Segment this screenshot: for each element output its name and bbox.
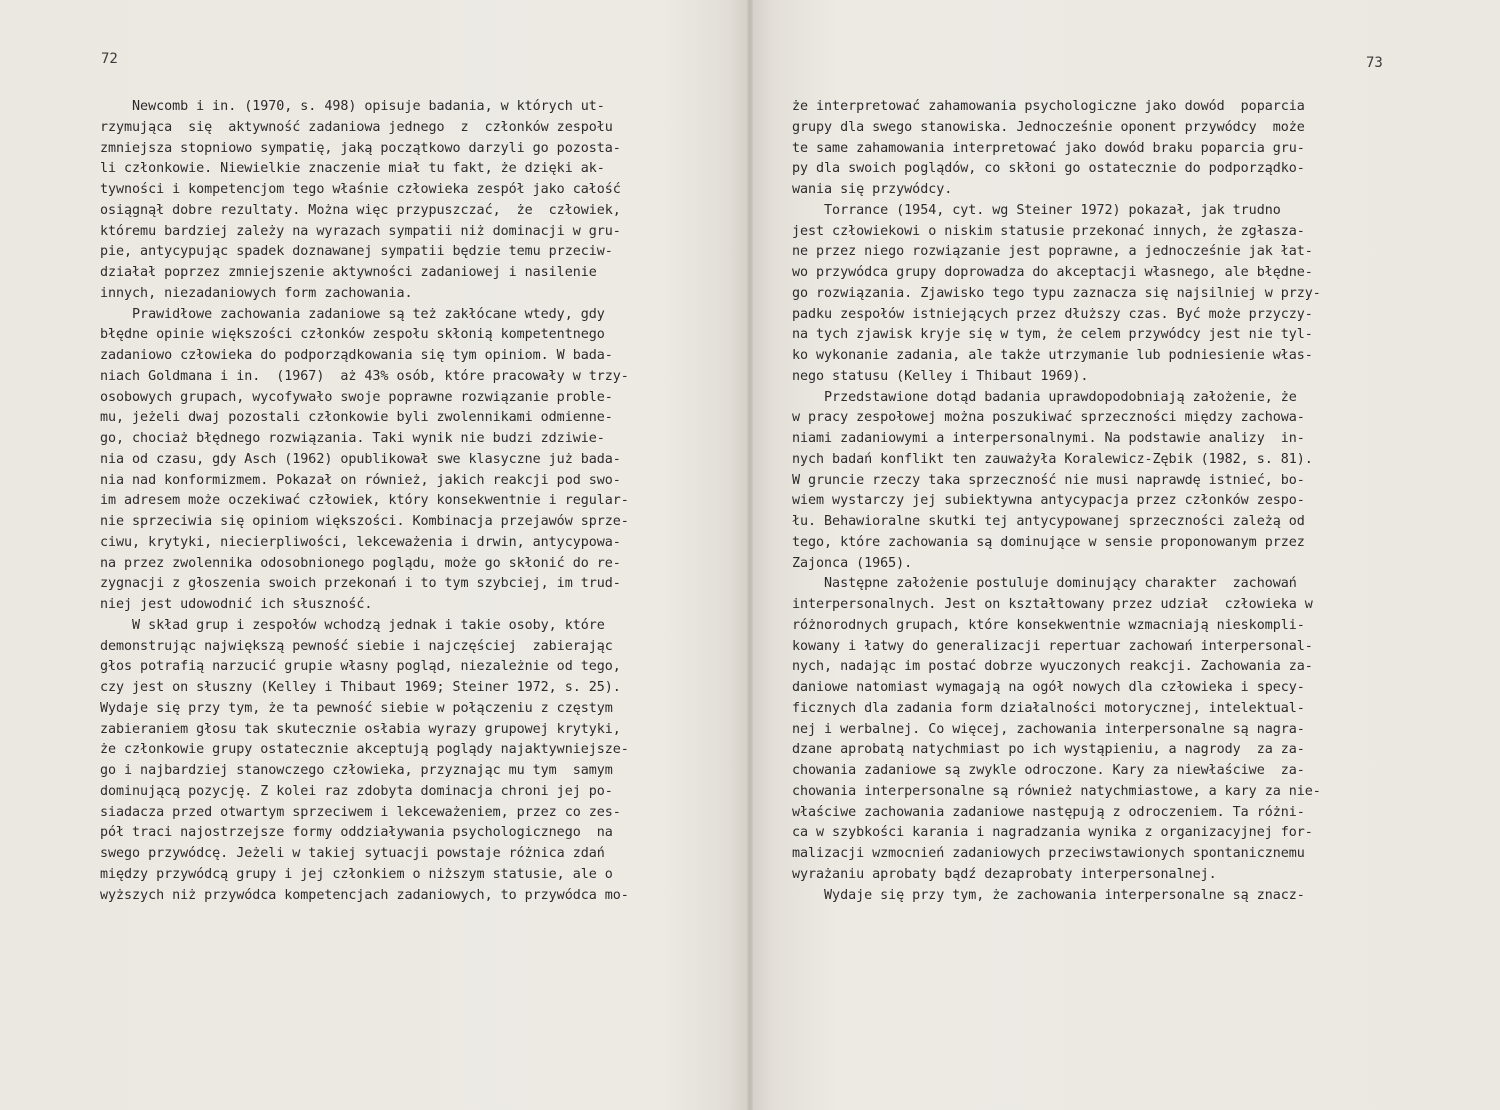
text-line: W gruncie rzeczy taka sprzeczność nie musi naprawdę istnieć, bo- — [792, 472, 1305, 488]
text-line: li członkowie. Niewielkie znaczenie miał tu fakt, że dzięki ak- — [100, 161, 605, 177]
text-line: Newcomb i in. (1970, s. 498) opisuje badania, w których ut- — [100, 99, 605, 114]
text-line: ciwu, krytyki, niecierpliwości, lekceważenia i drwin, antycypowa- — [100, 534, 621, 550]
text-line: chowania zadaniowe są zwykle odroczone. Kary za niewłaściwe za- — [792, 763, 1305, 778]
text-line: ko wykonanie zadania, ale także utrzymanie lub podniesienie włas- — [792, 348, 1313, 363]
text-line: różnorodnych grupach, które konsekwentnie wzmacniają nieskompli- — [792, 617, 1305, 633]
text-line: siadacza przed otwartym sprzeciwem i lekceważeniem, przez co zes- — [100, 804, 621, 820]
page-number-right: 73 — [1366, 55, 1383, 71]
text-line: swego przywódcę. Jeżeli w takiej sytuacji powstaje różnica zdań — [100, 846, 605, 861]
text-line: Przedstawione dotąd badania uprawdopodobniają założenie, że — [792, 389, 1297, 405]
text-line: tywności i kompetencjom tego właśnie człowieka zespół jako całość — [100, 182, 621, 197]
text-line: grupy dla swego stanowiska. Jednocześnie oponent przywódcy może — [792, 119, 1305, 135]
text-line: dominującą pozycję. Z kolei raz zdobyta dominacja chroni jej po- — [100, 783, 613, 799]
text-line: go rozwiązania. Zjawisko tego typu zaznacza się najsilniej w przy- — [792, 285, 1321, 301]
text-line: zmniejsza stopniowo sympatię, jaką początkowo darzyli go pozosta- — [100, 140, 621, 156]
text-line: jest człowiekowi o niskim statusie przekonać innych, że zgłasza- — [792, 223, 1305, 239]
text-line: działał poprzez zmniejszenie aktywności zadaniowej i nasilenie — [100, 265, 597, 280]
text-line: nych, nadając im postać dobrze wyuczonych reakcji. Zachowania za- — [792, 659, 1313, 675]
text-line: te same zahamowania interpretować jako dowód braku poparcia gru- — [792, 140, 1305, 156]
text-line: wyższych niż przywódca kompetencjach zadaniowych, to przywódca mo- — [100, 887, 629, 903]
text-line: rzymująca się aktywność zadaniowa jednego z członków zespołu — [100, 119, 613, 135]
text-line: że interpretować zahamowania psychologiczne jako dowód poparcia — [792, 99, 1305, 114]
text-line: Wydaje się przy tym, że zachowania interpersonalne są znacz- — [792, 887, 1305, 903]
text-line: padku zespołów istniejących przez dłuższy czas. Być może przyczy- — [792, 306, 1313, 322]
text-line: w pracy zespołowej można poszukiwać sprzeczności między zachowa- — [792, 410, 1305, 426]
text-line: między przywódcą grupy i jej członkiem o niższym statusie, ale o — [100, 866, 613, 882]
text-line: ca w szybkości karania i nagradzania wynika z organizacyjnej for- — [792, 825, 1313, 841]
text-line: zygnacji z głoszenia swoich przekonań i to tym szybciej, im trud- — [100, 576, 621, 592]
right-page — [750, 0, 1500, 1110]
text-line: wo przywódca grupy doprowadza do akceptacji własnego, ale błędne- — [792, 265, 1313, 280]
text-line: zadaniowo człowieka do podporządkowania się tym opiniom. W bada- — [100, 348, 613, 363]
text-line: zabieraniem głosu tak skutecznie osłabia wyrazy grupowej krytyki, — [100, 721, 621, 737]
text-line: nia nad konformizmem. Pokazał on również, jakich reakcji pod swo- — [100, 472, 621, 488]
text-line: wania się przywódcy. — [792, 182, 953, 197]
text-line: innych, niezadaniowych form zachowania. — [100, 285, 413, 301]
text-line: na przez zwolennika odosobnionego poglądu, może go skłonić do re- — [100, 555, 621, 571]
text-line: chowania interpersonalne są również natychmiastowe, a kary za nie- — [792, 783, 1321, 799]
right-page-text — [792, 97, 1422, 906]
text-line: Torrance (1954, cyt. wg Steiner 1972) pokazał, jak trudno — [792, 202, 1281, 218]
text-line: py dla swoich poglądów, co skłoni go ostatecznie do podporządko- — [792, 161, 1305, 177]
text-line: dzane aprobatą natychmiast po ich wystąpieniu, a nagrody za za- — [792, 742, 1305, 758]
text-line: nych badań konflikt ten zauważyła Koralewicz-Zębik (1982, s. 81). — [792, 451, 1313, 467]
text-line: wyrażaniu aprobaty bądź dezaprobaty interpersonalnej. — [792, 866, 1217, 882]
text-line: wiem wystarczy jej subiektywna antycypacja przez członków zespo- — [792, 493, 1305, 509]
text-line: nie sprzeciwia się opiniom większości. Kombinacja przejawów sprze- — [100, 514, 629, 529]
text-line: niach Goldmana i in. (1967) aż 43% osób, które pracowały w trzy- — [100, 368, 629, 384]
text-line: ne przez niego rozwiązanie jest poprawne, a jednocześnie jak łat- — [792, 244, 1313, 260]
text-line: głos potrafią narzucić grupie własny pogląd, niezależnie od tego, — [100, 659, 621, 675]
text-line: kowany i łatwy do generalizacji repertuar zachowań interpersonal- — [792, 638, 1313, 654]
text-line: ficznych dla zadania form działalności motorycznej, intelektual- — [792, 700, 1305, 716]
text-line: osiągnął dobre rezultaty. Można więc przypuszczać, że człowiek, — [100, 202, 621, 218]
text-line: go, chociaż błędnego rozwiązania. Taki wynik nie budzi zdziwie- — [100, 431, 605, 446]
text-line: im adresem może oczekiwać człowiek, który konsekwentnie i regular- — [100, 493, 629, 509]
text-line: że członkowie grupy ostatecznie akceptują poglądy najaktywniejsze- — [100, 742, 629, 758]
text-line: łu. Behawioralne skutki tej antycypowanej sprzeczności zależą od — [792, 514, 1305, 529]
text-line: nia od czasu, gdy Asch (1962) opublikował swe klasyczne już bada- — [100, 451, 621, 467]
text-line: niej jest udowodnić ich słuszność. — [100, 597, 373, 612]
text-line: na tych zjawisk kryje się w tym, że celem przywódcy jest nie tyl- — [792, 327, 1313, 343]
text-line: któremu bardziej zależy na wyrazach sympatii niż dominacji w gru- — [100, 223, 621, 239]
left-page-text — [100, 97, 715, 906]
text-line: W skład grup i zespołów wchodzą jednak i takie osoby, które — [100, 617, 605, 633]
text-line: interpersonalnych. Jest on kształtowany przez udział człowieka w — [792, 597, 1313, 612]
text-line: go i najbardziej stanowczego człowieka, przyznając mu tym samym — [100, 763, 613, 778]
text-line: mu, jeżeli dwaj pozostali członkowie byli zwolennikami odmienne- — [100, 410, 613, 426]
text-line: osobowych grupach, wycofywało swoje poprawne rozwiązanie proble- — [100, 389, 613, 405]
text-line: daniowe natomiast wymagają na ogół nowych dla człowieka i specy- — [792, 680, 1305, 695]
text-line: tego, które zachowania są dominujące w sensie proponowanym przez — [792, 534, 1305, 550]
text-line: niami zadaniowymi a interpersonalnymi. Na podstawie analizy in- — [792, 431, 1305, 446]
text-line: Prawidłowe zachowania zadaniowe są też zakłócane wtedy, gdy — [100, 306, 605, 322]
text-line: błędne opinie większości członków zespołu skłonią kompetentnego — [100, 327, 605, 343]
text-line: malizacji wzmocnień zadaniowych przeciwstawionych spontanicznemu — [792, 846, 1305, 861]
text-line: Następne założenie postuluje dominujący charakter zachowań — [792, 576, 1297, 592]
text-line: nego statusu (Kelley i Thibaut 1969). — [792, 368, 1089, 384]
text-line: Wydaje się przy tym, że ta pewność siebie w połączeniu z częstym — [100, 700, 613, 716]
text-line: demonstrując największą pewność siebie i najczęściej zabierając — [100, 638, 613, 654]
text-line: czy jest on słuszny (Kelley i Thibaut 1969; Steiner 1972, s. 25). — [100, 680, 621, 695]
text-line: pie, antycypując spadek doznawanej sympatii będzie temu przeciw- — [100, 244, 613, 260]
book-gutter — [747, 0, 753, 1110]
text-line: pół traci najostrzejsze formy oddziaływania psychologicznego na — [100, 825, 613, 841]
page-number-left: 72 — [101, 51, 118, 67]
text-line: właściwe zachowania zadaniowe następują z odroczeniem. Ta różni- — [792, 804, 1305, 820]
text-line: nej i werbalnej. Co więcej, zachowania interpersonalne są nagra- — [792, 721, 1305, 737]
text-line: Zajonca (1965). — [792, 555, 913, 571]
